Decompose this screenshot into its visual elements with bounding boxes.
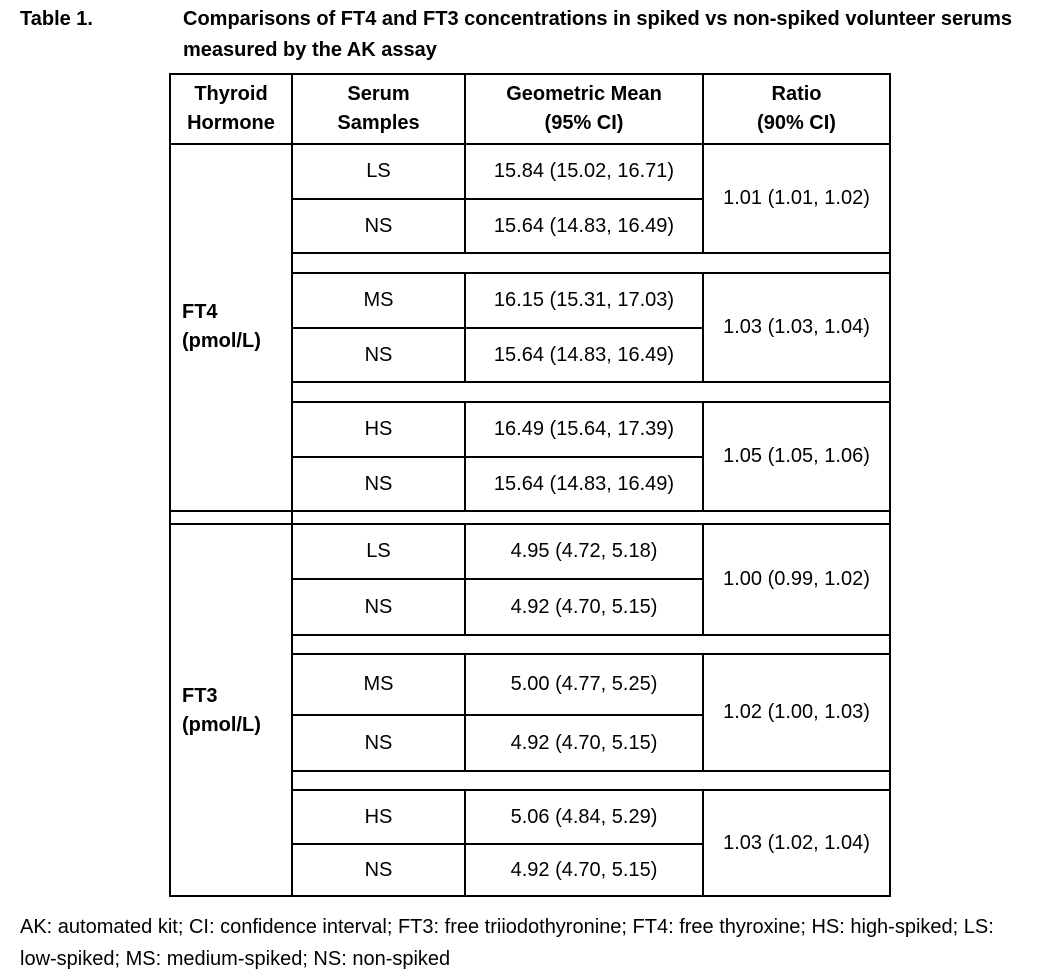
mean-cell: 4.95 (4.72, 5.18) (510, 540, 658, 562)
header-hormone-line1: Thyroid (194, 83, 268, 105)
pair-separator (291, 252, 891, 254)
header-ratio-line1: Ratio (771, 83, 822, 105)
sample-cell: MS (363, 289, 394, 311)
header-mean-line1: Geometric Mean (506, 83, 662, 105)
group-ft3 (182, 525, 290, 897)
sample-cell: HS (364, 418, 393, 440)
mean-cell: 15.64 (14.83, 16.49) (493, 214, 675, 237)
sample-cell: LS (366, 159, 391, 182)
ratio-cell: 1.02 (1.00, 1.03) (723, 701, 870, 723)
header-samples-line1: Serum (347, 83, 410, 105)
ratio-cell: 1.01 (1.01, 1.02) (723, 186, 870, 209)
ratio-cell: 1.05 (1.05, 1.06) (723, 445, 870, 467)
group-ft3-unit: (pmol/L) (182, 714, 261, 736)
sample-cell: NS (364, 595, 393, 618)
sample-cell: NS (364, 214, 393, 237)
group-ft4-unit: (pmol/L) (182, 330, 261, 352)
mean-column-rule (702, 73, 704, 144)
mean-cell: 5.06 (4.84, 5.29) (510, 805, 658, 828)
sample-cell: NS (364, 731, 393, 754)
header-mean-line2: (95% CI) (544, 112, 624, 134)
pair-separator (291, 381, 891, 383)
sample-cell: NS (364, 472, 393, 495)
header-ratio (704, 75, 889, 143)
mean-cell: 4.92 (4.70, 5.15) (510, 858, 658, 881)
group-separator-top (169, 510, 891, 512)
header-geometric-mean (466, 75, 702, 143)
table-footnote: AK: automated kit; CI: confidence interval; FT3: free triiodothyronine; FT4: free thyroxine; HS: high-spiked; LS: low-spiked; MS: medium-spiked; NS: non-spiked (20, 916, 994, 970)
sample-cell: NS (364, 858, 393, 881)
table-label: Table 1. (20, 8, 93, 30)
sample-cell: NS (364, 343, 393, 366)
sample-cell: MS (363, 673, 394, 695)
mean-cell: 4.92 (4.70, 5.15) (510, 595, 658, 618)
mean-cell: 16.15 (15.31, 17.03) (493, 289, 675, 311)
pair-separator (291, 770, 891, 772)
header-thyroid-hormone (171, 75, 291, 143)
group-ft3-name: FT3 (182, 685, 218, 707)
ratio-cell: 1.03 (1.02, 1.04) (723, 831, 870, 854)
samples-column-rule (464, 73, 466, 144)
ratio-cell: 1.00 (0.99, 1.02) (723, 568, 870, 590)
mean-cell: 5.00 (4.77, 5.25) (510, 673, 658, 695)
sample-cell: HS (364, 805, 393, 828)
header-samples-line2: Samples (337, 112, 420, 134)
header-ratio-line2: (90% CI) (757, 112, 836, 134)
ratio-cell: 1.03 (1.03, 1.04) (723, 316, 870, 338)
mean-cell: 15.64 (14.83, 16.49) (493, 472, 675, 495)
pair-separator (291, 634, 891, 636)
mean-cell: 16.49 (15.64, 17.39) (493, 418, 675, 440)
header-hormone-line2: Hormone (187, 112, 275, 134)
mean-cell: 15.84 (15.02, 16.71) (493, 159, 675, 182)
sample-cell: LS (366, 540, 391, 562)
group-ft4-name: FT4 (182, 301, 218, 323)
header-serum-samples (293, 75, 464, 143)
table-title: Comparisons of FT4 and FT3 concentrations in spiked vs non-spiked volunteer serums measured by the AK assay (183, 8, 1013, 61)
mean-cell: 15.64 (14.83, 16.49) (493, 343, 675, 366)
group-ft4 (182, 144, 290, 510)
mean-cell: 4.92 (4.70, 5.15) (510, 731, 658, 754)
